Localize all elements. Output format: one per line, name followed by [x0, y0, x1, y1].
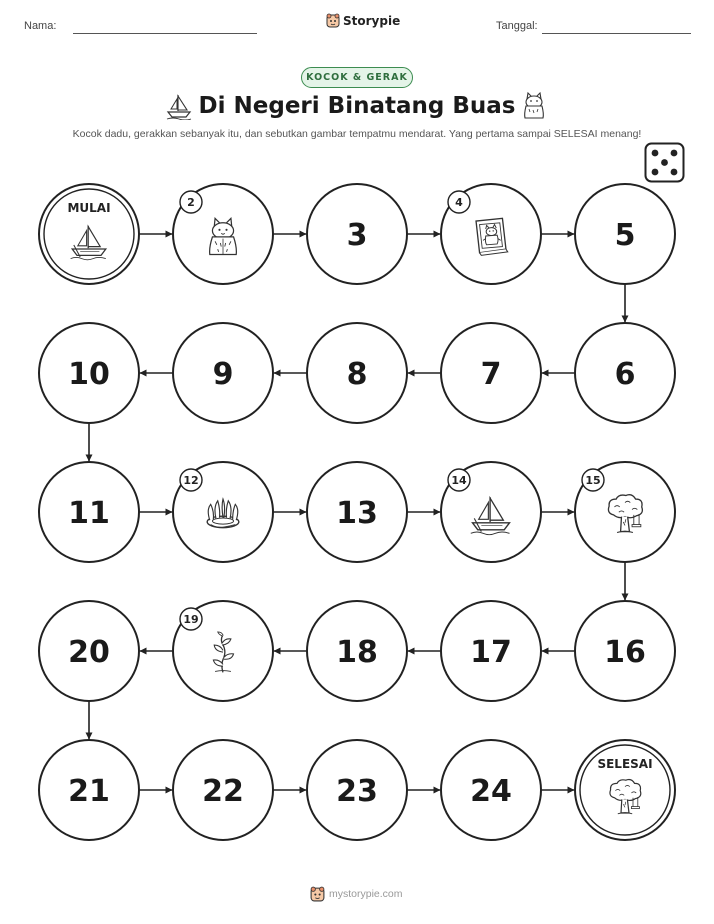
- space-number: 9: [212, 357, 234, 392]
- space-number-badge-label: 19: [183, 613, 199, 626]
- finish-space: [575, 740, 675, 840]
- board-space-10: [39, 323, 139, 423]
- brand-name: Storypie: [343, 13, 401, 28]
- finish-label: SELESAI: [597, 757, 653, 771]
- space-number: 8: [346, 357, 368, 392]
- space-number: 23: [336, 774, 378, 809]
- board-space-20: [39, 601, 139, 701]
- board-space-2: [173, 184, 273, 284]
- space-number: 22: [202, 774, 244, 809]
- footer-url: mystorypie.com: [329, 888, 403, 900]
- board-space-16: [575, 601, 675, 701]
- board-space-9: [173, 323, 273, 423]
- board-space-14: [441, 462, 541, 562]
- storypie-logo-icon: [310, 886, 325, 902]
- board-space-4: [441, 184, 541, 284]
- space-number: 24: [470, 774, 512, 809]
- space-number: 16: [604, 635, 646, 670]
- space-number: 3: [346, 218, 368, 253]
- space-number: 7: [480, 357, 502, 392]
- board-space-13: [307, 462, 407, 562]
- board-space-3: [307, 184, 407, 284]
- start-space: [39, 184, 139, 284]
- board-space-19: [173, 601, 273, 701]
- space-number-badge-label: 12: [183, 474, 199, 487]
- board-space-23: [307, 740, 407, 840]
- instructions: Kocok dadu, gerakkan sebanyak itu, dan sebutkan gambar tempatmu mendarat. Yang pertama sampai SELESAI menang!: [72, 128, 642, 140]
- start-label: MULAI: [67, 201, 111, 215]
- space-number-badge-label: 15: [585, 474, 601, 487]
- space-number-badge-label: 2: [187, 196, 195, 209]
- space-number: 20: [68, 635, 110, 670]
- space-number: 18: [336, 635, 378, 670]
- book-icon: [476, 218, 508, 255]
- space-number: 21: [68, 774, 110, 809]
- board-space-18: [307, 601, 407, 701]
- space-number: 13: [336, 496, 378, 531]
- board-space-21: [39, 740, 139, 840]
- board-space-6: [575, 323, 675, 423]
- space-number-badge-label: 14: [451, 474, 467, 487]
- board-space-24: [441, 740, 541, 840]
- name-label: Nama:: [24, 20, 57, 32]
- page-title: Di Negeri Binatang Buas: [198, 93, 516, 119]
- space-number: 5: [614, 218, 636, 253]
- board-space-17: [441, 601, 541, 701]
- board-space-15: [575, 462, 675, 562]
- space-number: 11: [68, 496, 110, 531]
- space-number: 17: [470, 635, 512, 670]
- space-number: 6: [614, 357, 636, 392]
- board-space-5: [575, 184, 675, 284]
- footer: [310, 886, 403, 902]
- space-number-badge-label: 4: [455, 196, 463, 209]
- board-space-22: [173, 740, 273, 840]
- board-space-11: [39, 462, 139, 562]
- category-badge: KOCOK & GERAK: [301, 67, 413, 88]
- space-number: 10: [68, 357, 110, 392]
- board-space-7: [441, 323, 541, 423]
- board-space-12: [173, 462, 273, 562]
- date-label: Tanggal:: [496, 20, 538, 32]
- board-space-8: [307, 323, 407, 423]
